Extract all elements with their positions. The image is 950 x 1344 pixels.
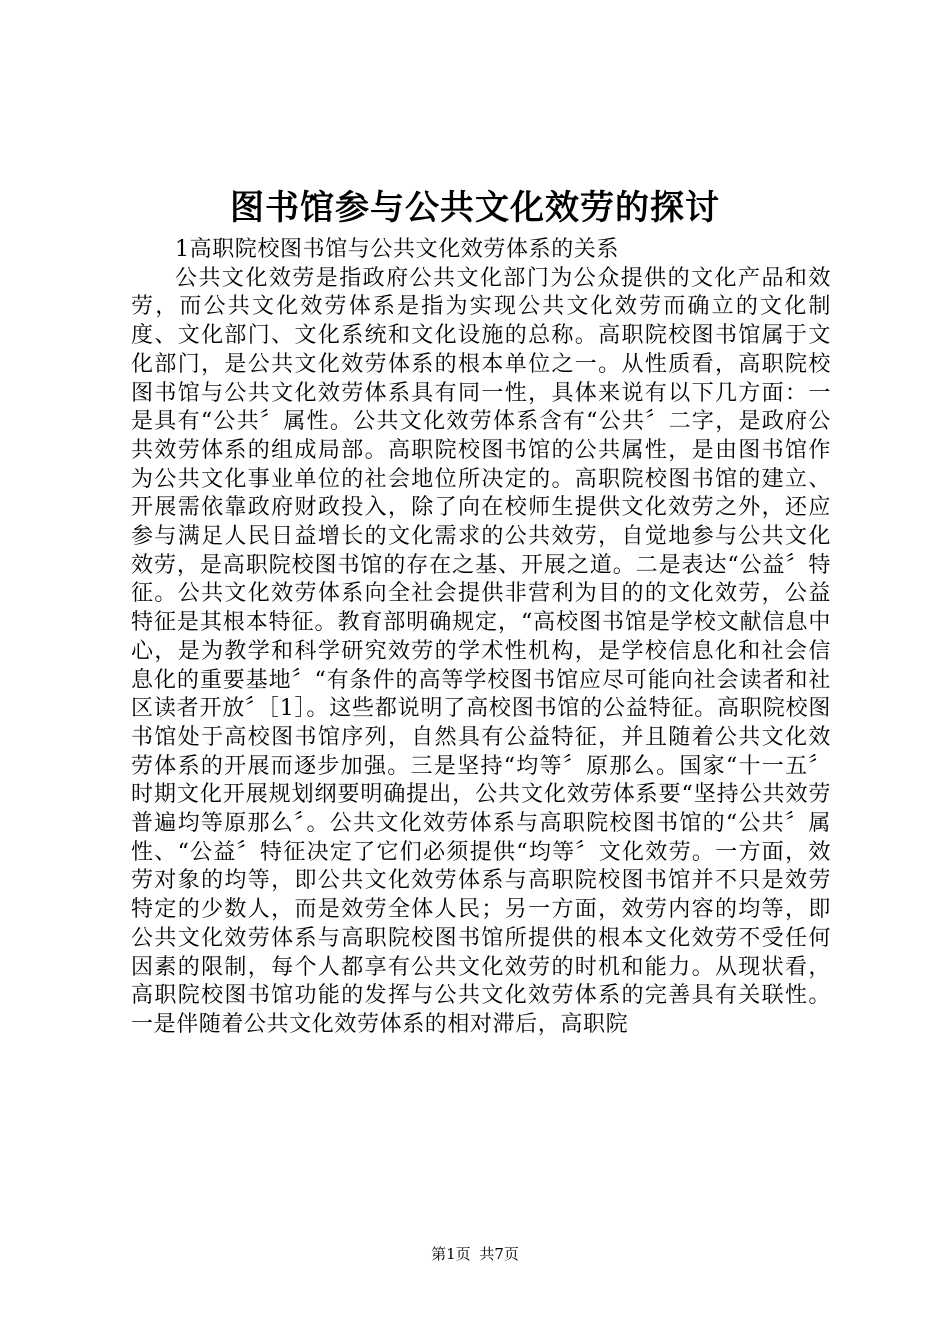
body-paragraph: 公共文化效劳是指政府公共文化部门为公众提供的文化产品和效劳，而公共文化效劳体系是指为实现公共文化效劳而确立的文化制度、文化部门、文化系统和文化设施的总称。高职院校图书馆属于文化部门，是公共文化效劳体系的根本单位之一。从性质看，高职院校图书馆与公共文化效劳体系具有同一性，具体来说有以下几方面：一是具有“公共〞属性。公共文化效劳体系含有“公共〞二字，是政府公共效劳体系的组成局部。高职院校图书馆的公共属性，是由图书馆作为公共文化事业单位的社会地位所决定的。高职院校图书馆的建立、开展需依靠政府财政投入，除了向在校师生提供文化效劳之外，还应参与满足人民日益增长的文化需求的公共效劳，自觉地参与公共文化效劳，是高职院校图书馆的存在之基、开展之道。二是表达“公益〞特征。公共文化效劳体系向全社会提供非营利为目的的文化效劳，公益特征是其根本特征。教育部明确规定，“高校图书馆是学校文献信息中心，是为教学和科学研究效劳的学术性机构，是学校信息化和社会信息化的重要基地〞“有条件的高等学校图书馆应尽可能向社会读者和社区读者开放〞［1］。这些都说明了高校图书馆的公益特征。高职院校图书馆处于高校图书馆序列，自然具有公益特征，并且随着公共文化效劳体系的开展而逐步加强。三是坚持“均等〞原那么。国家“十一五〞时期文化开展规划纲要明确提出，公共文化效劳体系要“坚持公共效劳普遍均等原那么〞。公共文化效劳体系与高职院校图书馆的“公共〞属性、“公益〞特征决定了它们必须提供“均等〞文化效劳。一方面，效劳对象的均等，即公共文化效劳体系与高职院校图书馆并不只是效劳特定的少数人，而是效劳全体人民；另一方面，效劳内容的均等，即公共文化效劳体系与高职院校图书馆所提供的根本文化效劳不受任何因素的限制，每个人都享有公共文化效劳的时机和能力。从现状看，高职院校图书馆功能的发挥与公共文化效劳体系的完善具有关联性。一是伴随着公共文化效劳体系的相对滞后，高职院 [131,265,831,1037]
document-title: 图书馆参与公共文化效劳的探讨 [230,188,720,228]
section-heading: 1高职院校图书馆与公共文化效劳体系的关系 [175,237,619,262]
document-body [131,236,831,1040]
page-footer [0,1243,950,1265]
page-number: 第1页 [431,1245,471,1263]
page-total: 共7页 [479,1245,519,1263]
